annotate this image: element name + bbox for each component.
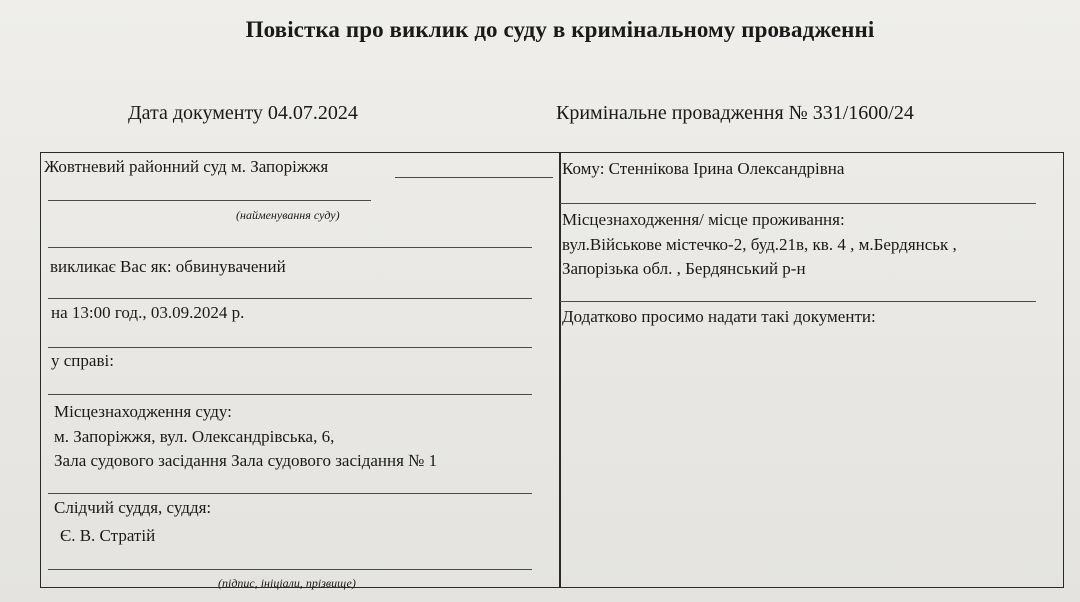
address-label: Місцезнаходження/ місце проживання:: [562, 210, 845, 229]
divider-line: [48, 347, 532, 348]
signature-line: [48, 569, 532, 570]
court-name-line2: [48, 200, 371, 201]
divider-line: [48, 247, 532, 248]
document-date: Дата документу 04.07.2024: [128, 102, 358, 124]
court-name-underline: [395, 177, 553, 178]
court-location-address: м. Запоріжжя, вул. Олександрівська, 6,: [54, 427, 335, 446]
court-location-room: Зала судового засідання Зала судового засідання № 1: [54, 451, 438, 470]
divider-line: [560, 203, 1036, 204]
court-caption: (найменування суду): [236, 208, 340, 222]
summons-table: [40, 152, 1064, 588]
judge-label: Слідчий суддя, суддя:: [54, 498, 212, 517]
court-location-label: Місцезнаходження суду:: [54, 402, 232, 421]
judge-name: Є. В. Стратій: [60, 526, 156, 545]
case-number: Кримінальне провадження № 331/1600/24: [556, 102, 914, 124]
divider-line: [48, 493, 532, 494]
divider-line: [560, 301, 1036, 302]
signature-caption: (підпис, ініціали, прізвище): [218, 576, 356, 590]
court-name: Жовтневий районний суд м. Запоріжжя: [44, 157, 329, 176]
recipient: Кому: Стеннікова Ірина Олександрівна: [562, 159, 845, 178]
document-title: Повістка про виклик до суду в кримінальному провадженні: [245, 17, 875, 42]
summons-role: викликає Вас як: обвинувачений: [50, 257, 286, 276]
column-divider: [559, 152, 561, 588]
documents-label: Додатково просимо надати такі документи:: [562, 307, 876, 326]
divider-line: [48, 298, 532, 299]
hearing-datetime: на 13:00 год., 03.09.2024 р.: [51, 303, 245, 322]
address-line2: Запорізька обл. , Бердянський р-н: [562, 259, 806, 278]
address-line1: вул.Військове містечко-2, буд.21в, кв. 4 , м.Бердянськ ,: [562, 235, 957, 254]
case-label: у справі:: [51, 351, 114, 370]
divider-line: [48, 394, 532, 395]
